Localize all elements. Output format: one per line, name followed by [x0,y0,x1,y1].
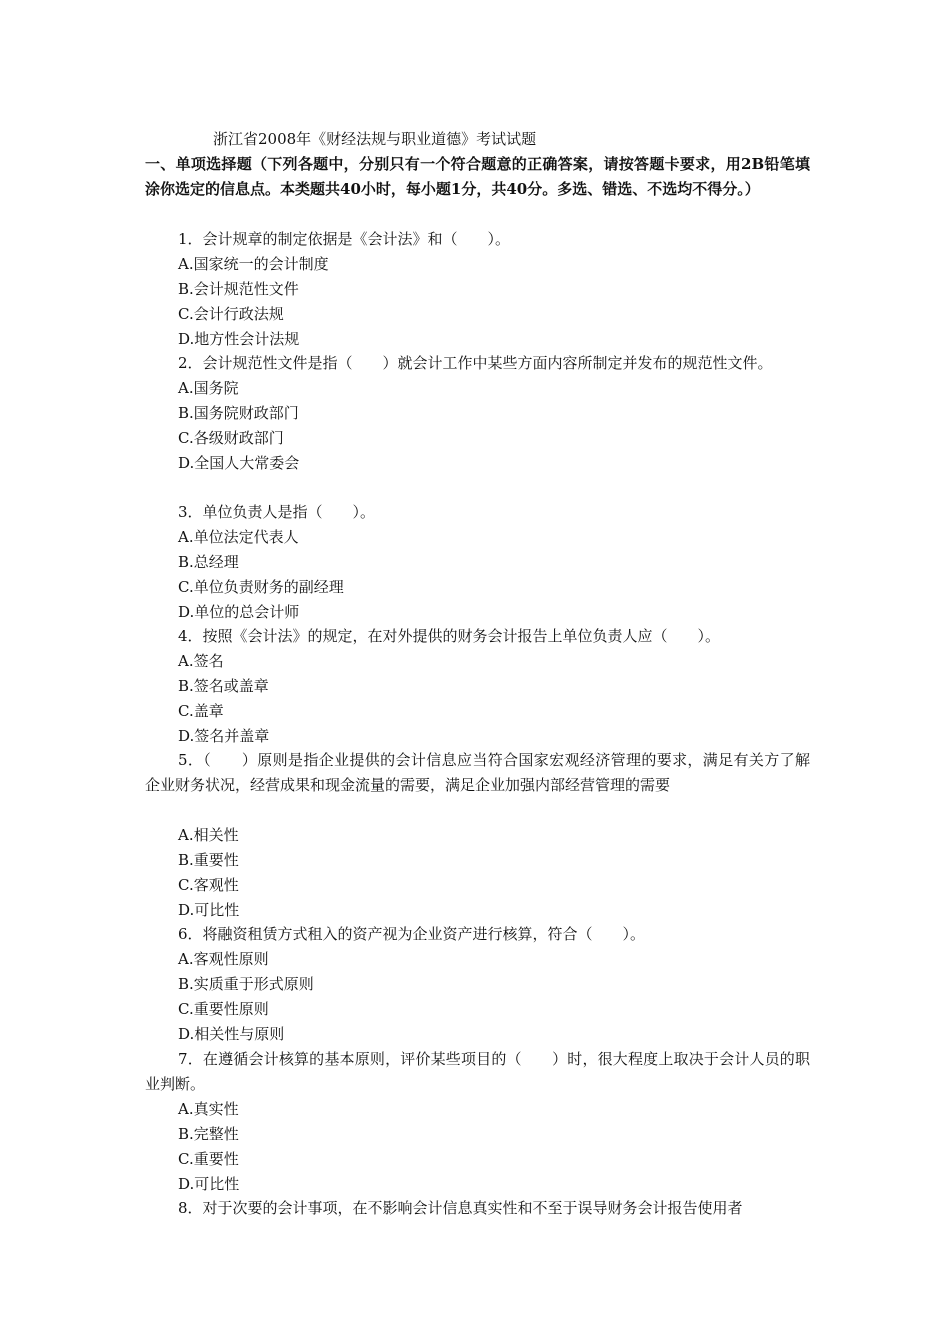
section-heading: 一、单项选择题（下列各题中，分别只有一个符合题意的正确答案，请按答题卡要求，用2B铅笔填涂你选定的信息点。本类题共40小时，每小题1分，共40分。多选、错选、不选均不得分。） [145,155,810,198]
option-d: D.相关性与原则 [178,1025,285,1043]
option-b: B.总经理 [178,553,239,571]
question-text: 7．在遵循会计核算的基本原则，评价某些项目的（ ）时，很大程度上取决于会计人员的职业判断。 [145,1050,810,1093]
question-text: 5．（ ）原则是指企业提供的会计信息应当符合国家宏观经济管理的要求，满足有关方了解企业财务状况，经营成果和现金流量的需要，满足企业加强内部经营管理的需要 [145,751,810,794]
option-a: A.国务院 [178,379,239,397]
option-d: D.可比性 [178,901,240,919]
option-c: C.客观性 [178,876,239,894]
option-d: D.全国人大常委会 [178,454,300,472]
question-4 [145,624,810,749]
option-c: C.各级财政部门 [178,429,284,447]
option-b: B.签名或盖章 [178,677,269,695]
option-a: A.国家统一的会计制度 [178,255,329,273]
question-8 [145,1196,810,1221]
option-b: B.国务院财政部门 [178,404,299,422]
question-2 [145,351,810,476]
option-b: B.重要性 [178,851,239,869]
document-title: 浙江省2008年《财经法规与职业道德》考试试题 [213,130,537,148]
question-text: 3．单位负责人是指（ ）。 [178,503,376,521]
option-a: A.单位法定代表人 [178,528,299,546]
option-a: A.相关性 [178,826,239,844]
option-d: D.单位的总会计师 [178,603,300,621]
option-a: A.签名 [178,652,224,670]
option-d: D.可比性 [178,1175,240,1193]
option-c: C.重要性 [178,1150,239,1168]
question-3 [145,500,810,625]
option-d: D.地方性会计法规 [178,330,300,348]
question-text: 4．按照《会计法》的规定，在对外提供的财务会计报告上单位负责人应（ ）。 [178,627,721,645]
question-6 [145,922,810,1047]
option-c: C.盖章 [178,702,224,720]
option-b: B.完整性 [178,1125,239,1143]
question-text: 1．会计规章的制定依据是《会计法》和（ ）。 [178,230,511,248]
question-text: 8．对于次要的会计事项，在不影响会计信息真实性和不至于误导财务会计报告使用者 [178,1199,743,1217]
option-b: B.实质重于形式原则 [178,975,314,993]
option-a: A.客观性原则 [178,950,269,968]
option-b: B.会计规范性文件 [178,280,299,298]
option-a: A.真实性 [178,1100,239,1118]
option-d: D.签名并盖章 [178,727,270,745]
question-text: 6．将融资租赁方式租入的资产视为企业资产进行核算，符合（ ）。 [178,925,646,943]
question-7 [145,1047,810,1197]
question-5 [145,748,810,923]
option-c: C.重要性原则 [178,1000,269,1018]
blank-line [145,798,810,823]
question-1 [145,227,810,352]
question-text: 2．会计规范性文件是指（ ）就会计工作中某些方面内容所制定并发布的规范性文件。 [178,354,773,372]
option-c: C.会计行政法规 [178,305,284,323]
option-c: C.单位负责财务的副经理 [178,578,344,596]
